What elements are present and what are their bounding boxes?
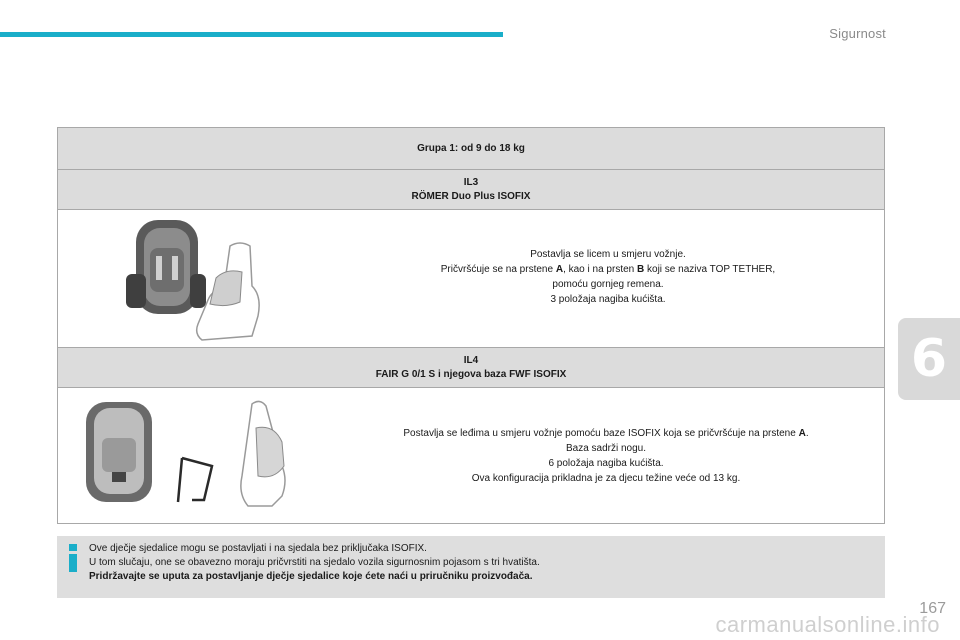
group-title: Grupa 1: od 9 do 18 kg	[417, 142, 525, 154]
seat-description-il3: Postavlja se licem u smjeru vožnje. Pričvršćuje se na prstene A, kao i na prsten B koji se naziva TOP TETHER, pomoću gornjeg remena. 3 položaja nagiba kućišta.	[440, 249, 776, 305]
seat-row-il3	[58, 210, 884, 348]
seat-header-il4	[58, 348, 884, 388]
seat-code: IL3	[463, 176, 479, 188]
chapter-number: 6	[910, 329, 948, 389]
seat-code: IL4	[463, 354, 479, 366]
seat-description-il4: Postavlja se leđima u smjeru vožnje pomoću baze ISOFIX koja se pričvršćuje na prstene A. Baza sadrži nogu. 6 položaja nagiba kućišta. Ova konfiguracija prikladna je za djecu težine veće od 13 kg.	[403, 428, 809, 484]
fair-seat-illustration	[82, 398, 322, 514]
watermark: carmanualsonline.info	[715, 612, 940, 637]
child-seat-table	[57, 127, 885, 524]
seat-header-il3	[58, 170, 884, 210]
seat-row-il4	[58, 388, 884, 525]
info-note	[57, 536, 885, 598]
page-number: 167	[919, 600, 946, 617]
chapter-tab	[898, 318, 960, 400]
group-title-row	[58, 128, 884, 170]
seat-name: RÖMER Duo Plus ISOFIX	[411, 190, 531, 202]
seat-name: FAIR G 0/1 S i njegova baza FWF ISOFIX	[375, 368, 567, 380]
info-icon	[67, 544, 79, 572]
romer-seat-illustration	[120, 216, 270, 342]
top-accent-bar	[0, 32, 503, 37]
note-text: Ove dječje sjedalice mogu se postavljati i na sjedala bez priključaka ISOFIX. U tom slučaju, one se obavezno moraju pričvrstiti na sjedalo vozila sigurnosnim pojasom s tri hvatišta. Pridržavajte se uputa za postavljanje dječje sjedalice koje ćete naći u priručniku proizvođača.	[89, 543, 540, 582]
section-title: Sigurnost	[829, 26, 886, 41]
